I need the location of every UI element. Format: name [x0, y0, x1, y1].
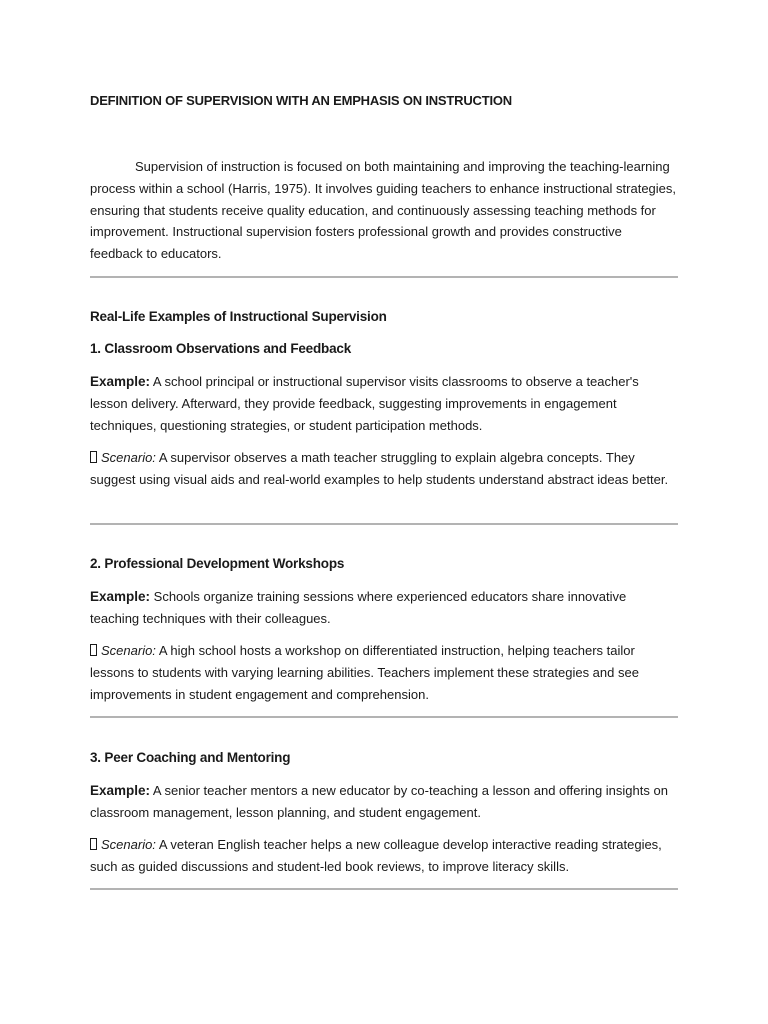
- example-text: A senior teacher mentors a new educator by co-teaching a lesson and offering insights on classroom management, lesson planning, and student engagement.: [90, 783, 668, 820]
- example-paragraph: [90, 371, 678, 436]
- horizontal-divider: [90, 276, 678, 278]
- example-paragraph: [90, 780, 678, 824]
- scenario-text: A high school hosts a workshop on differentiated instruction, helping teachers tailor lessons to students with varying learning abilities. Teachers implement these strategies and see improvements in student engagement and comprehension.: [90, 643, 639, 702]
- scenario-paragraph: [90, 447, 678, 491]
- example-label: Example:: [90, 374, 151, 389]
- example-heading-professional-development: 2. Professional Development Workshops: [90, 556, 345, 571]
- section-heading: Real-Life Examples of Instructional Supervision: [90, 309, 387, 324]
- scenario-text: A supervisor observes a math teacher struggling to explain algebra concepts. They suggest using visual aids and real-world examples to help students understand abstract ideas better.: [90, 450, 669, 487]
- scenario-paragraph: [90, 834, 678, 878]
- document-title: DEFINITION OF SUPERVISION WITH AN EMPHASIS ON INSTRUCTION: [90, 93, 512, 108]
- horizontal-divider: [90, 888, 678, 890]
- scenario-paragraph: [90, 640, 678, 705]
- scenario-label: Scenario:: [101, 450, 156, 465]
- missing-glyph-box-icon: [90, 644, 97, 656]
- scenario-label: Scenario:: [101, 643, 156, 658]
- example-heading-peer-coaching: 3. Peer Coaching and Mentoring: [90, 750, 291, 765]
- scenario-text: A veteran English teacher helps a new colleague develop interactive reading strategies, such as guided discussions and student-led book reviews, to improve literacy skills.: [90, 837, 662, 874]
- scenario-label: Scenario:: [101, 837, 156, 852]
- example-heading-classroom-observations: 1. Classroom Observations and Feedback: [90, 341, 351, 356]
- horizontal-divider: [90, 716, 678, 718]
- example-text: A school principal or instructional supervisor visits classrooms to observe a teacher's lesson delivery. Afterward, they provide feedback, suggesting improvements in engagement techniques, questioning strategies, or student participation methods.: [90, 374, 639, 433]
- example-label: Example:: [90, 589, 151, 604]
- horizontal-divider: [90, 523, 678, 525]
- intro-paragraph: Supervision of instruction is focused on both maintaining and improving the teaching-learning process within a school (Harris, 1975). It involves guiding teachers to enhance instructional strategies, ensuring that students receive quality education, and continuously assessing teaching methods for improvement. Instructional supervision fosters professional growth and provides constructive feedback to educators.: [90, 159, 677, 262]
- example-text: Schools organize training sessions where experienced educators share innovative teaching techniques with their colleagues.: [90, 589, 627, 626]
- missing-glyph-box-icon: [90, 451, 97, 463]
- example-paragraph: [90, 586, 678, 630]
- missing-glyph-box-icon: [90, 838, 97, 850]
- example-label: Example:: [90, 783, 151, 798]
